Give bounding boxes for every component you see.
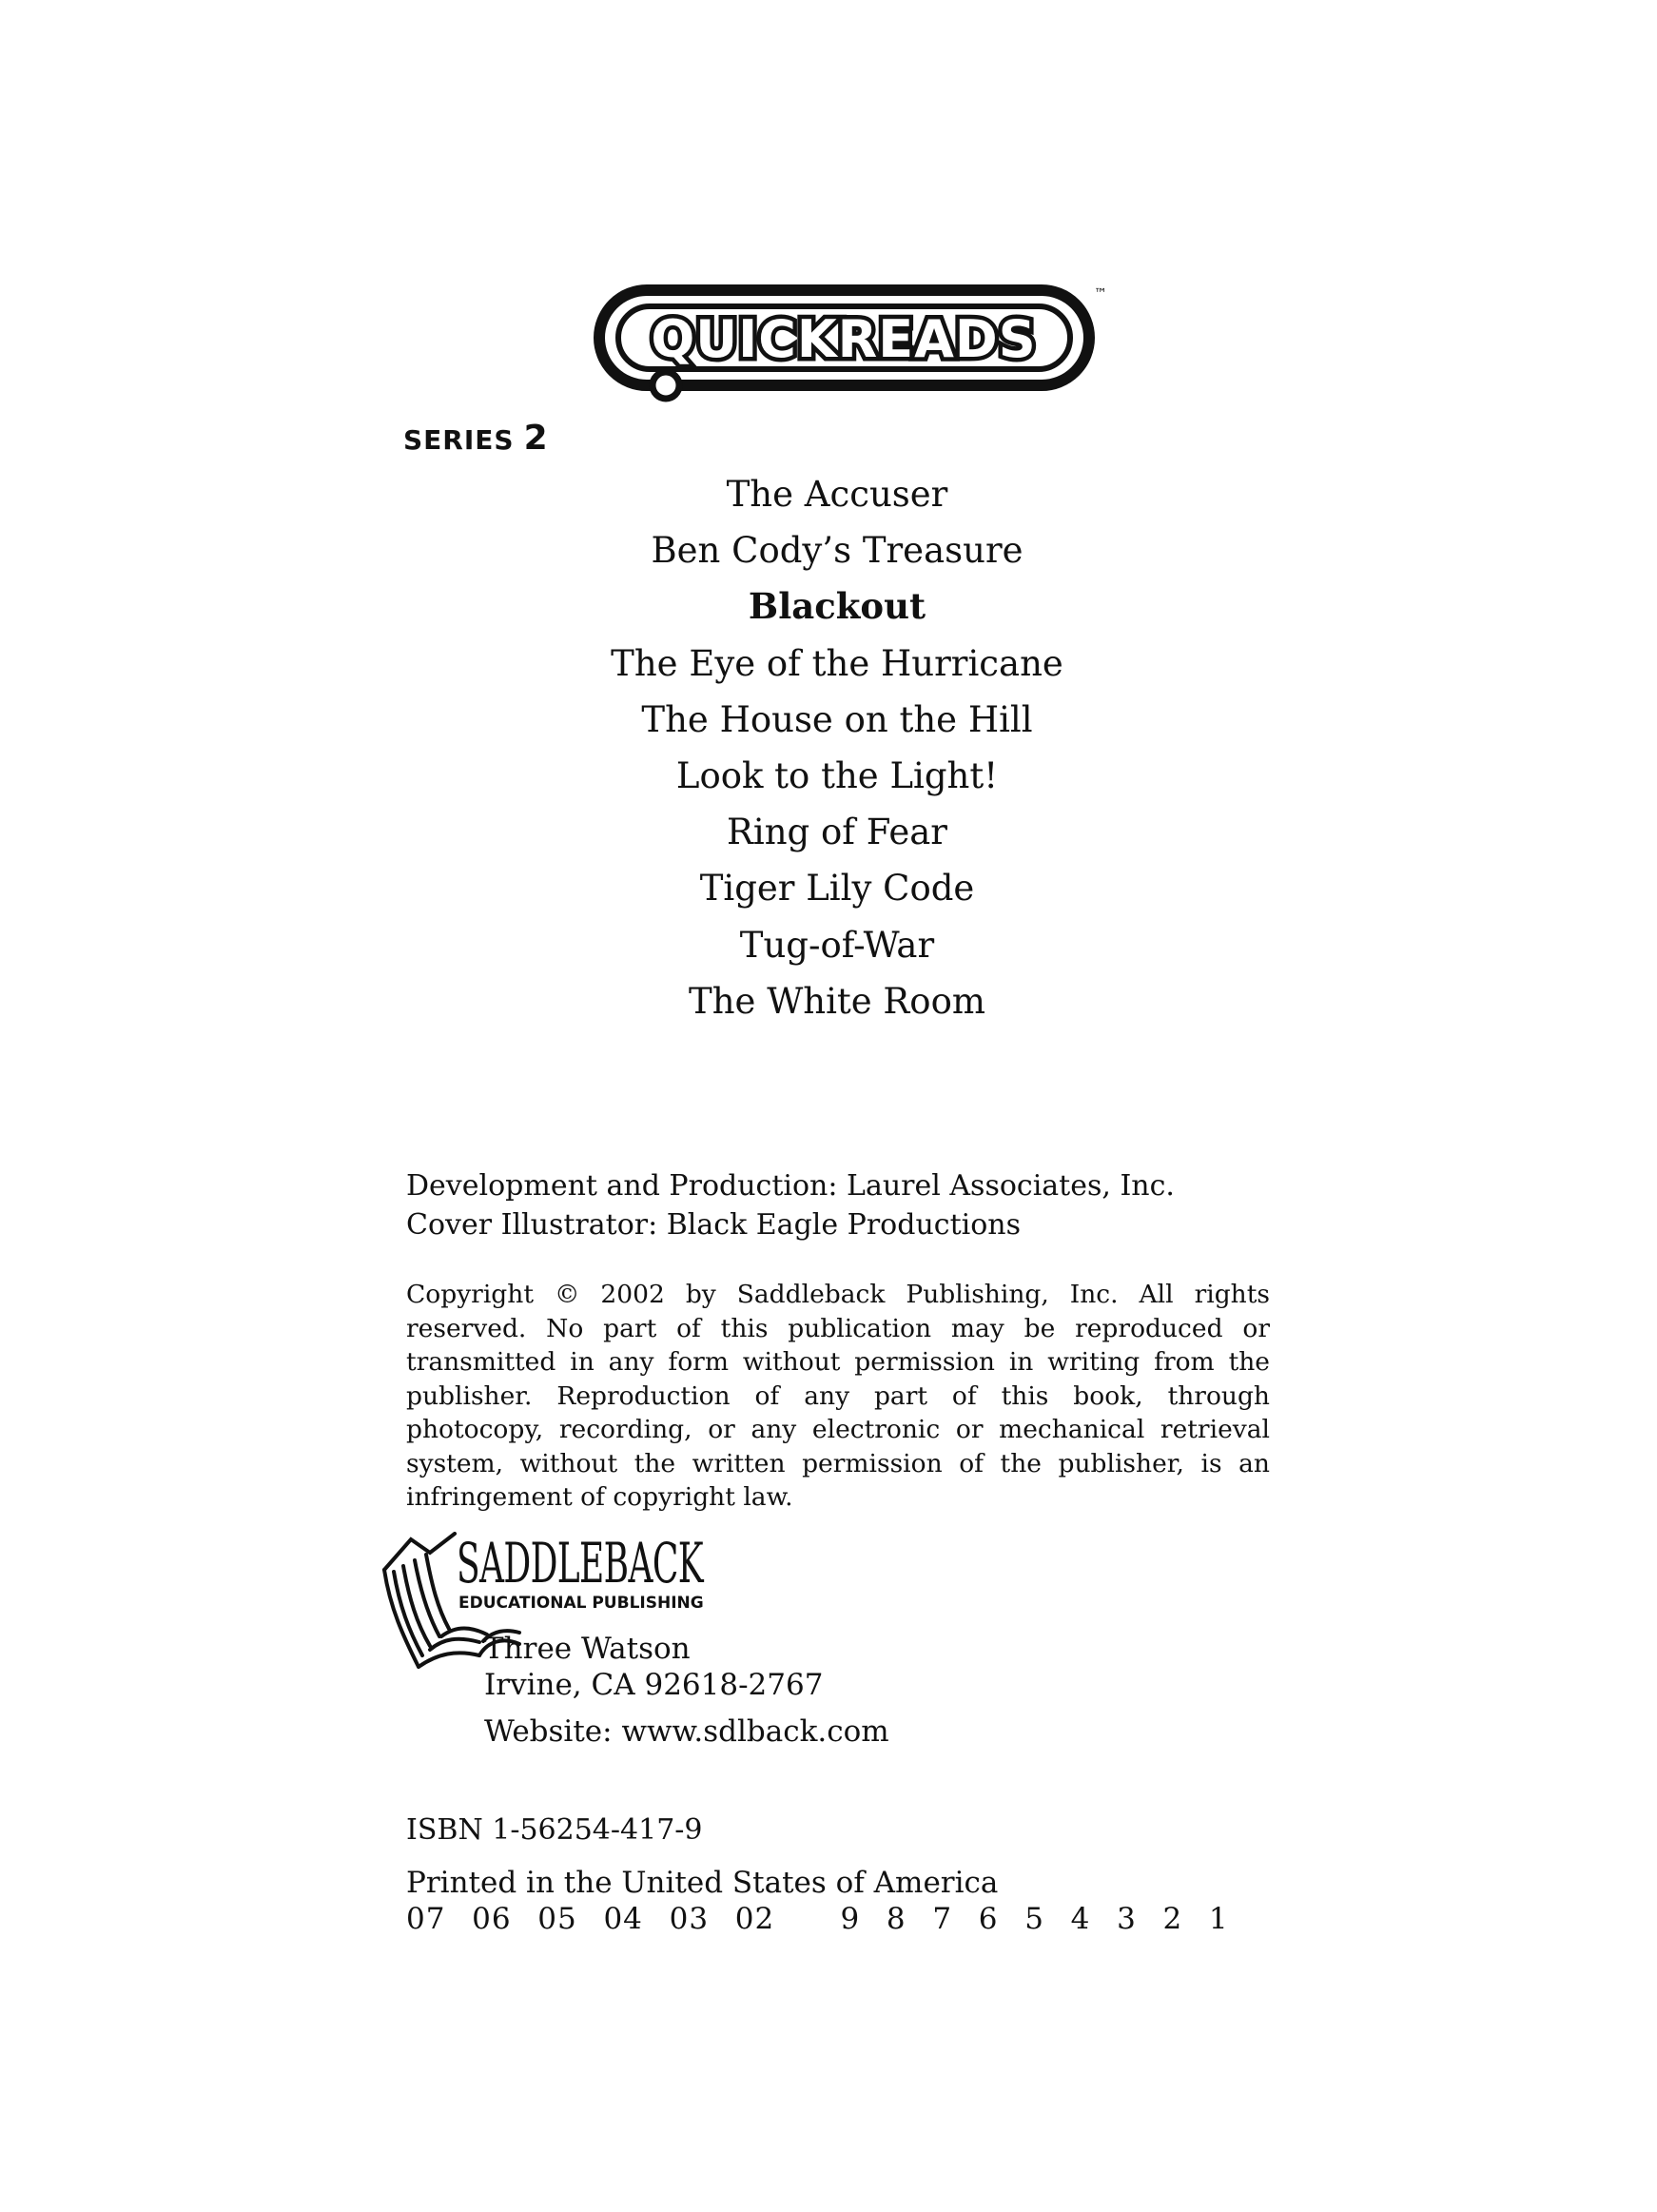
publisher-subtitle: EDUCATIONAL PUBLISHING: [458, 1594, 704, 1613]
publisher-website: Website: www.sdlback.com: [484, 1714, 889, 1749]
publisher-address: [484, 1631, 823, 1703]
publisher-name: SADDLEBACK: [457, 1531, 703, 1595]
production-credits: [406, 1166, 1175, 1244]
isbn: ISBN 1-56254-417-9: [406, 1813, 703, 1847]
title-item: The House on the Hill: [641, 698, 1033, 740]
title-item: The White Room: [689, 980, 985, 1022]
printed-in: Printed in the United States of America: [406, 1866, 999, 1900]
title-item: Look to the Light!: [675, 754, 999, 796]
series-word: SERIES: [403, 424, 515, 456]
development-credit: Development and Production: Laurel Associates, Inc.: [406, 1169, 1175, 1203]
address-line-1: Three Watson: [484, 1632, 691, 1666]
title-item: The Eye of the Hurricane: [611, 642, 1063, 684]
printing-info: [406, 1865, 1229, 1937]
address-line-2: Irvine, CA 92618-2767: [484, 1668, 824, 1702]
title-item: Ring of Fear: [727, 812, 947, 853]
quickreads-logo: [590, 281, 1122, 414]
series-label: [403, 419, 549, 458]
title-item: Tug-of-War: [739, 924, 935, 966]
title-item: Ben Cody’s Treasure: [651, 530, 1023, 572]
print-number-line: 07 06 05 04 03 02 9 8 7 6 5 4 3 2 1: [406, 1902, 1229, 1936]
logo-text: QUICKREADS: [651, 309, 1037, 369]
trademark-symbol: ™: [1094, 286, 1107, 302]
series-title-list: [514, 466, 1160, 1029]
illustrator-credit: Cover Illustrator: Black Eagle Productions: [406, 1208, 1021, 1242]
title-item: The Accuser: [726, 474, 948, 515]
series-number: 2: [523, 419, 549, 458]
copyright-notice: Copyright © 2002 by Saddleback Publishing, Inc. All rights reserved. No part of this publication may be reproduced or transmitted in any form without permission in writing from the publisher. Reproduction of any part of this book, through photocopy, recording, or any electronic or mechanical retrieval system, without the written permission of the publisher, is an infringement of copyright law.: [406, 1280, 1270, 1512]
title-item: Tiger Lily Code: [699, 868, 975, 910]
title-item-current: Blackout: [748, 585, 926, 628]
